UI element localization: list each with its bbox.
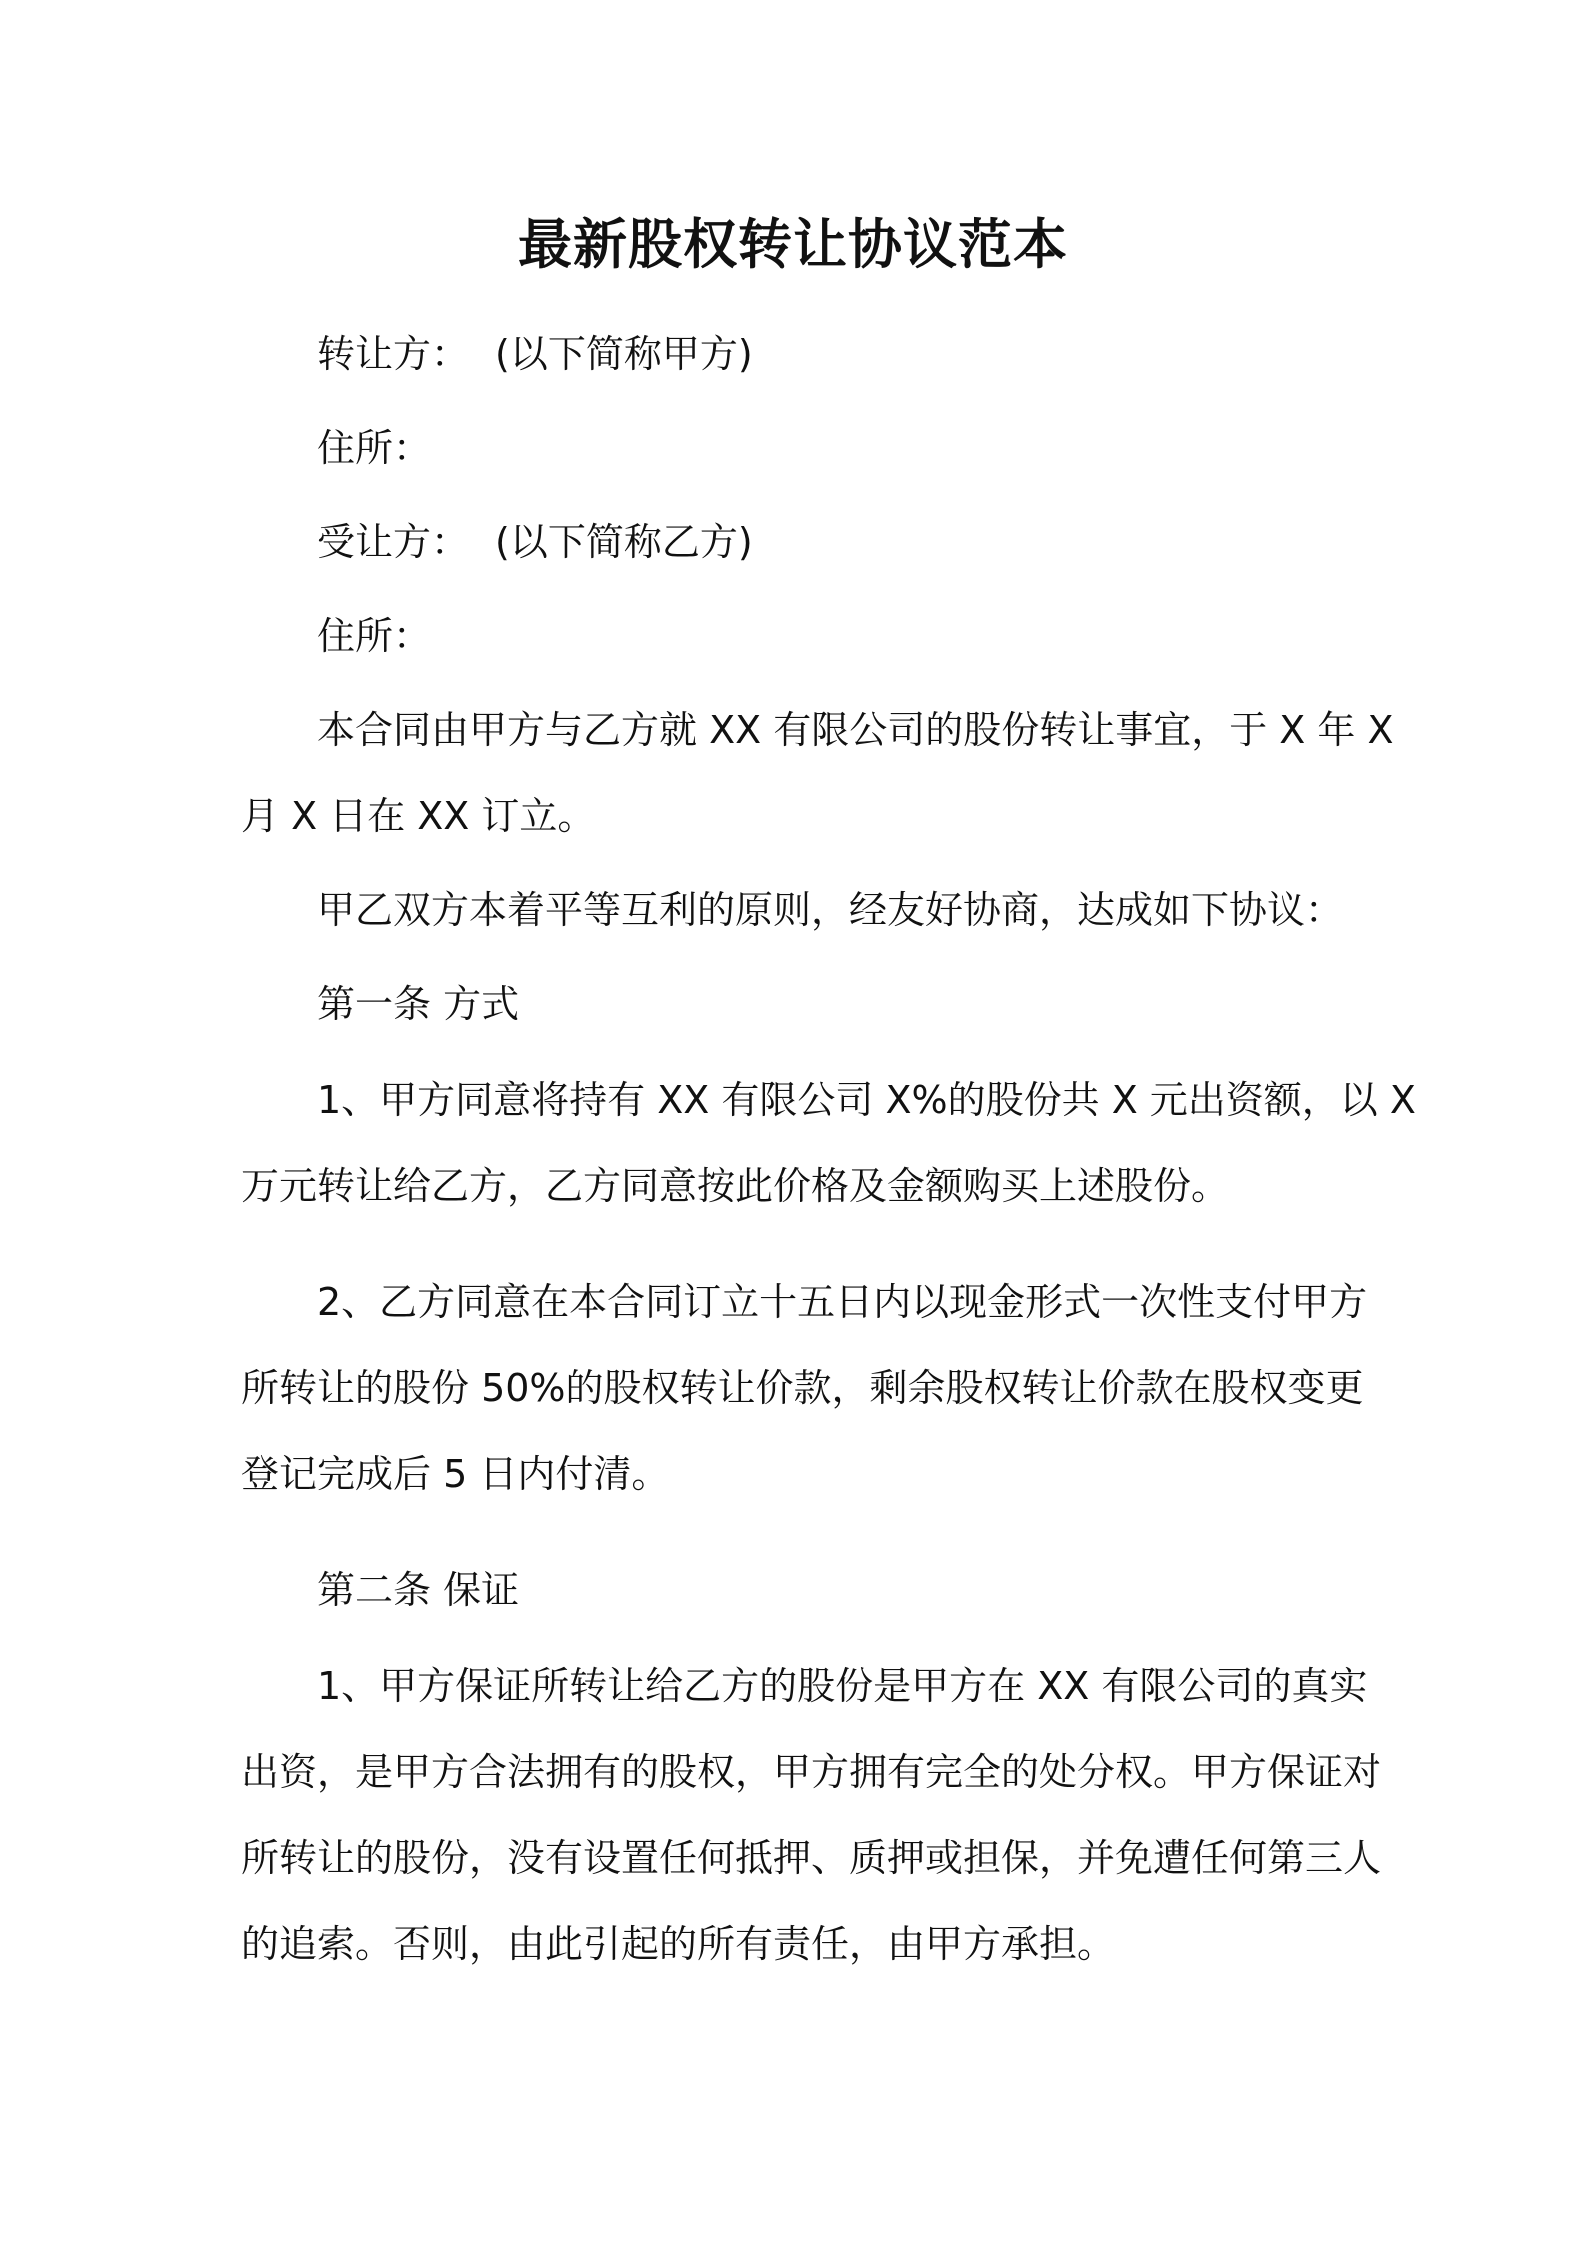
transferor-label: 转让方： <box>317 332 470 376</box>
article-1-heading: 第一条 方式 <box>317 982 520 1026</box>
transferor-line <box>241 326 1353 382</box>
intro-paragraph-line-1: 本合同由甲方与乙方就 XX 有限公司的股份转让事宜，于 X 年 X <box>317 708 1394 752</box>
article-1-clause-2-line-3: 登记完成后 5 日内付清。 <box>241 1452 670 1496</box>
intro-paragraph-line-2: 月 X 日在 XX 订立。 <box>241 794 596 838</box>
article-2-clause-1-line-2: 出资，是甲方合法拥有的股权，甲方拥有完全的处分权。甲方保证对 <box>241 1750 1382 1794</box>
article-2-clause-1-line-1: 1、甲方保证所转让给乙方的股份是甲方在 XX 有限公司的真实 <box>317 1664 1368 1708</box>
article-2-clause-1-line-4: 的追索。否则，由此引起的所有责任，由甲方承担。 <box>241 1922 1116 1966</box>
article-1-clause-1-line-1: 1、甲方同意将持有 XX 有限公司 X%的股份共 X 元出资额，以 X <box>317 1078 1416 1122</box>
article-2-clause-1-line-3: 所转让的股份，没有设置任何抵押、质押或担保，并免遭任何第三人 <box>241 1836 1382 1880</box>
article-1-clause-2-line-1: 2、乙方同意在本合同订立十五日内以现金形式一次性支付甲方 <box>317 1280 1368 1324</box>
article-2-heading: 第二条 保证 <box>317 1568 520 1612</box>
document-body <box>241 326 1416 1972</box>
document-title: 最新股权转让协议范本 <box>518 213 1068 276</box>
intro-principle: 甲乙双方本着平等互利的原则，经友好协商，达成如下协议： <box>317 888 1344 932</box>
transferee-label: 受让方： <box>317 520 470 564</box>
article-1-clause-1-line-2: 万元转让给乙方，乙方同意按此价格及金额购买上述股份。 <box>241 1164 1230 1208</box>
address-line-2: 住所： <box>317 614 432 658</box>
transferor-note: (以下简称甲方) <box>495 332 753 376</box>
article-1-clause-2-line-2: 所转让的股份 50%的股权转让价款，剩余股权转让价款在股权变更 <box>241 1366 1364 1410</box>
transferee-note: (以下简称乙方) <box>495 520 753 564</box>
address-line-1: 住所： <box>317 426 432 470</box>
transferee-line <box>241 514 1353 570</box>
